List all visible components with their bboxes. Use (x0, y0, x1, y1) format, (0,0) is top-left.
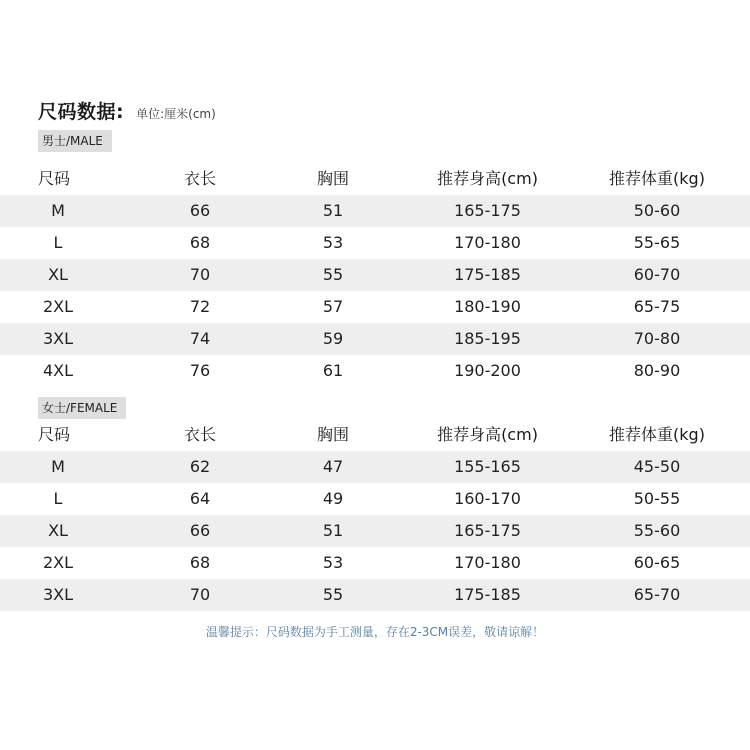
chest-cell: 53 (322, 553, 344, 572)
size-cell: 3XL (42, 585, 74, 604)
table-row (0, 483, 750, 515)
length-cell: 66 (189, 201, 211, 220)
weight-cell: 50-60 (633, 201, 681, 220)
size-cell: 2XL (42, 297, 74, 316)
chest-cell: 57 (322, 297, 344, 316)
table-row (0, 195, 750, 227)
length-cell: 76 (189, 361, 211, 380)
size-table-female (0, 419, 750, 611)
size-cell: 3XL (42, 329, 74, 348)
weight-cell: 50-55 (633, 489, 681, 508)
weight-cell: 55-60 (633, 521, 681, 540)
table-row (0, 259, 750, 291)
size-cell: 2XL (42, 553, 74, 572)
header-cell-length: 衣长 (183, 425, 216, 444)
length-cell: 68 (189, 233, 211, 252)
weight-cell: 55-65 (633, 233, 681, 252)
header-cell-height: 推荐身高(cm) (437, 425, 538, 444)
weight-cell: 60-65 (633, 553, 681, 572)
length-cell: 62 (189, 457, 211, 476)
header-cell-chest: 胸围 (316, 425, 349, 444)
weight-cell: 45-50 (633, 457, 681, 476)
height-cell: 180-190 (454, 297, 521, 316)
header-cell-weight: 推荐体重(kg) (609, 425, 705, 444)
table-row (0, 515, 750, 547)
table-row (0, 355, 750, 387)
length-cell: 74 (189, 329, 211, 348)
table-row (0, 291, 750, 323)
size-cell: XL (48, 521, 68, 540)
table-header-row (0, 419, 750, 451)
length-cell: 66 (189, 521, 211, 540)
header-cell-size: 尺码 (38, 425, 71, 444)
chest-cell: 51 (322, 521, 344, 540)
height-cell: 175-185 (454, 265, 521, 284)
height-cell: 160-170 (454, 489, 521, 508)
chest-cell: 47 (322, 457, 344, 476)
chest-cell: 51 (322, 201, 344, 220)
height-cell: 170-180 (454, 233, 521, 252)
section-tag-male: 男士/MALE (38, 130, 112, 152)
chest-cell: 49 (322, 489, 344, 508)
chest-cell: 53 (322, 233, 344, 252)
header-cell-height: 推荐身高(cm) (437, 169, 538, 188)
size-table-male (0, 163, 750, 387)
section-tag-female: 女士/FEMALE (38, 397, 126, 419)
chest-cell: 61 (322, 361, 344, 380)
header-cell-chest: 胸围 (316, 169, 349, 188)
weight-cell: 65-75 (633, 297, 681, 316)
height-cell: 165-175 (454, 521, 521, 540)
header-cell-weight: 推荐体重(kg) (609, 169, 705, 188)
weight-cell: 80-90 (633, 361, 681, 380)
size-cell: M (51, 457, 65, 476)
size-cell: M (51, 201, 65, 220)
weight-cell: 60-70 (633, 265, 681, 284)
length-cell: 70 (189, 585, 211, 604)
length-cell: 68 (189, 553, 211, 572)
height-cell: 190-200 (454, 361, 521, 380)
title-row (38, 97, 216, 125)
length-cell: 64 (189, 489, 211, 508)
length-cell: 72 (189, 297, 211, 316)
size-cell: L (53, 489, 63, 508)
header-cell-size: 尺码 (38, 169, 71, 188)
weight-cell: 65-70 (633, 585, 681, 604)
table-row (0, 579, 750, 611)
height-cell: 165-175 (454, 201, 521, 220)
height-cell: 185-195 (454, 329, 521, 348)
height-cell: 170-180 (454, 553, 521, 572)
chest-cell: 59 (322, 329, 344, 348)
table-row (0, 451, 750, 483)
chest-cell: 55 (322, 585, 344, 604)
table-row (0, 547, 750, 579)
height-cell: 155-165 (454, 457, 521, 476)
page-title: 尺码数据: (38, 101, 125, 123)
size-cell: L (53, 233, 63, 252)
table-row (0, 227, 750, 259)
header-cell-length: 衣长 (183, 169, 216, 188)
measurement-note: 温馨提示：尺码数据为手工测量，存在2-3CM误差，敬请谅解！ (205, 625, 545, 639)
chest-cell: 55 (322, 265, 344, 284)
height-cell: 175-185 (454, 585, 521, 604)
table-header-row (0, 163, 750, 195)
unit-label: 单位:厘米(cm) (136, 107, 216, 121)
length-cell: 70 (189, 265, 211, 284)
size-cell: 4XL (42, 361, 74, 380)
size-cell: XL (48, 265, 68, 284)
weight-cell: 70-80 (633, 329, 681, 348)
table-row (0, 323, 750, 355)
